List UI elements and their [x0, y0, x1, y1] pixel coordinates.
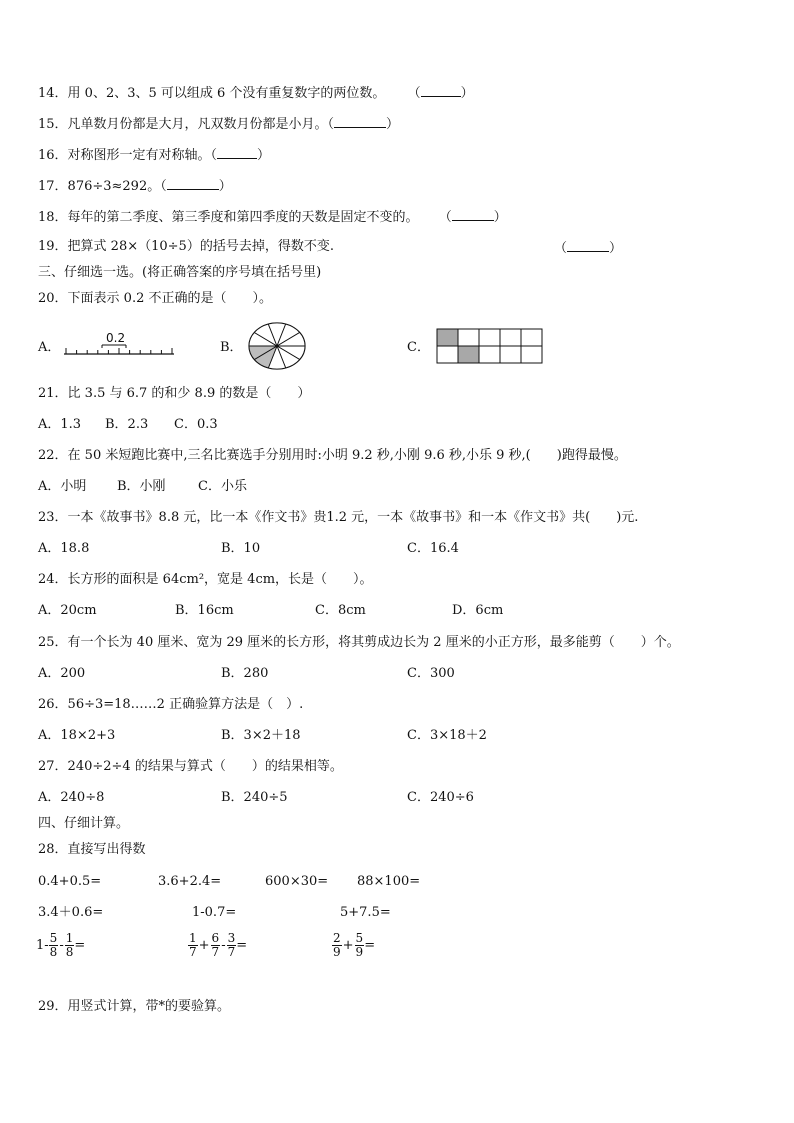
q20-option-b[interactable]: B． — [220, 340, 243, 355]
q25-option-a[interactable]: A．200 — [38, 666, 86, 681]
question-14: 14．用 0、2、3、5 可以组成 6 个没有重复数字的两位数。 （ ） — [38, 86, 474, 101]
q25-option-b[interactable]: B．280 — [221, 666, 269, 681]
q22-option-c[interactable]: C．小乐 — [198, 479, 247, 494]
ruler-figure — [62, 330, 177, 358]
calc-item: 1-0.7= — [192, 905, 237, 920]
q25-option-c[interactable]: C．300 — [407, 666, 455, 681]
grid-cell — [479, 329, 500, 346]
question-19-bracket: （ ） — [554, 241, 623, 256]
q20-option-c[interactable]: C． — [407, 340, 430, 355]
q21-option-b[interactable]: B．2.3 — [105, 417, 149, 432]
answer-blank[interactable] — [217, 146, 257, 159]
grid-cell — [521, 346, 542, 363]
answer-blank[interactable] — [334, 115, 386, 128]
q24-option-a[interactable]: A．20cm — [38, 603, 97, 618]
q24-option-b[interactable]: B．16cm — [175, 603, 234, 618]
calc-item: 0.4+0.5= — [38, 874, 102, 889]
answer-blank[interactable] — [567, 239, 609, 252]
q22-option-a[interactable]: A．小明 — [38, 479, 87, 494]
fraction-expression-3: $\frac{2}{9}$ + $\frac{5}{9}$ = — [333, 931, 376, 959]
pie-figure — [248, 321, 308, 371]
question-14-text: 14．用 0、2、3、5 可以组成 6 个没有重复数字的两位数。 — [38, 86, 386, 101]
grid-cell — [458, 329, 479, 346]
question-21: 21．比 3.5 与 6.7 的和少 8.9 的数是（ ） — [38, 386, 311, 401]
q23-option-b[interactable]: B．10 — [221, 541, 261, 556]
fraction: $\frac{2}{9}$ — [333, 931, 341, 959]
section-4-heading: 四、仔细计算。 — [38, 816, 130, 831]
question-18: 18．每年的第二季度、第三季度和第四季度的天数是固定不变的。 （ ） — [38, 210, 507, 225]
question-17: 17．876÷3≈292。（ ） — [38, 179, 232, 194]
calc-item: 3.4＋0.6= — [38, 905, 104, 920]
q21-option-a[interactable]: A．1.3 — [38, 417, 82, 432]
q26-option-a[interactable]: A．18×2+3 — [38, 728, 116, 743]
q26-option-c[interactable]: C．3×18＋2 — [407, 728, 487, 743]
question-16: 16．对称图形一定有对称轴。（ ） — [38, 148, 271, 163]
question-22: 22．在 50 米短跑比赛中,三名比赛选手分别用时:小明 9.2 秒,小刚 9.6 秒,小乐 9 秒,( )跑得最慢。 — [38, 448, 627, 463]
fraction: $\frac{1}{8}$ — [65, 931, 74, 959]
fraction: $\frac{5}{8}$ — [49, 931, 58, 959]
question-28: 28．直接写出得数 — [38, 842, 146, 857]
answer-blank[interactable] — [421, 84, 461, 97]
grid-figure — [436, 328, 544, 366]
ruler-label: 0.2 — [106, 331, 126, 345]
q20-option-a[interactable]: A． — [38, 340, 61, 355]
question-20: 20．下面表示 0.2 不正确的是（ ）。 — [38, 291, 272, 306]
fraction-expression-2: $\frac{1}{7}$ + $\frac{6}{7}$ - $\frac{3}{7}$ = — [189, 931, 248, 959]
q24-option-c[interactable]: C．8cm — [315, 603, 366, 618]
q27-option-b[interactable]: B．240÷5 — [221, 790, 288, 805]
fraction: $\frac{1}{7}$ — [189, 931, 197, 959]
question-29: 29．用竖式计算，带*的要验算。 — [38, 999, 231, 1014]
q21-option-c[interactable]: C．0.3 — [174, 417, 218, 432]
calc-item: 88×100= — [357, 874, 421, 889]
grid-cell — [458, 346, 479, 363]
q24-option-d[interactable]: D．6cm — [452, 603, 504, 618]
grid-cell — [500, 346, 521, 363]
question-15: 15．凡单数月份都是大月，凡双数月份都是小月。（ ） — [38, 117, 400, 132]
fraction: $\frac{3}{7}$ — [227, 931, 236, 959]
fraction: $\frac{5}{9}$ — [355, 931, 364, 959]
fraction: $\frac{6}{7}$ — [211, 931, 220, 959]
calc-item: 600×30= — [265, 874, 329, 889]
answer-blank[interactable] — [452, 208, 494, 221]
calc-item: 3.6+2.4= — [158, 874, 222, 889]
grid-cell — [521, 329, 542, 346]
question-25: 25．有一个长为 40 厘米、宽为 29 厘米的长方形，将其剪成边长为 2 厘米的小正方形，最多能剪（ ）个。 — [38, 635, 680, 650]
grid-cell — [500, 329, 521, 346]
question-19: 19．把算式 28×（10÷5）的括号去掉，得数不变. — [38, 239, 334, 254]
grid-cell — [437, 329, 458, 346]
calc-item: 5+7.5= — [340, 905, 391, 920]
grid-cell — [479, 346, 500, 363]
answer-blank[interactable] — [167, 177, 219, 190]
section-3-heading: 三、仔细选一选。(将正确答案的序号填在括号里) — [38, 265, 322, 280]
question-24: 24．长方形的面积是 64cm²，宽是 4cm，长是（ ）。 — [38, 572, 373, 587]
grid-cell — [437, 346, 458, 363]
q23-option-c[interactable]: C．16.4 — [407, 541, 459, 556]
q26-option-b[interactable]: B．3×2＋18 — [221, 728, 301, 743]
question-23: 23．一本《故事书》8.8 元，比一本《作文书》贵1.2 元，一本《故事书》和一本《作文书》共( )元. — [38, 510, 639, 525]
q22-option-b[interactable]: B．小刚 — [117, 479, 166, 494]
fraction-expression-1: 1- $\frac{5}{8}$ - $\frac{1}{8}$ = — [36, 931, 86, 959]
q27-option-c[interactable]: C．240÷6 — [407, 790, 474, 805]
q27-option-a[interactable]: A．240÷8 — [38, 790, 105, 805]
q23-option-a[interactable]: A．18.8 — [38, 541, 90, 556]
question-26: 26．56÷3=18……2 正确验算方法是（ ）. — [38, 697, 304, 712]
question-27: 27．240÷2÷4 的结果与算式（ ）的结果相等。 — [38, 759, 343, 774]
